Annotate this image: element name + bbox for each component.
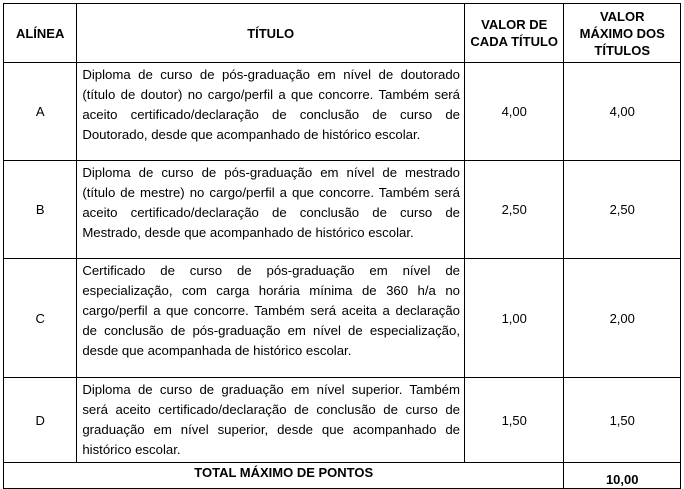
table-row (4, 161, 681, 259)
cell-titulo: Certificado de curso de pós-graduação em nível de especialização, com carga horária mínima de 360 h/a no cargo/perfil a que concorre. Também será aceita a declaração de conclusão de pós-graduação em nível de especialização, desde que acompanhada de histórico escolar. (77, 259, 465, 378)
cell-maximo: 1,50 (564, 378, 681, 463)
header-maximo (564, 4, 681, 63)
header-valor-line1: VALOR DE (481, 17, 548, 32)
cell-alinea: D (4, 378, 77, 463)
header-valor-line2: CADA TÍTULO (470, 34, 559, 49)
cell-maximo: 4,00 (564, 63, 681, 161)
table-row (4, 259, 681, 378)
table-row (4, 378, 681, 463)
cell-alinea: B (4, 161, 77, 259)
cell-valor: 1,50 (465, 378, 564, 463)
cell-maximo: 2,00 (564, 259, 681, 378)
header-titulo: TÍTULO (77, 4, 465, 63)
header-row (4, 4, 681, 63)
total-label: TOTAL MÁXIMO DE PONTOS (4, 463, 564, 489)
cell-maximo: 2,50 (564, 161, 681, 259)
header-valor (465, 4, 564, 63)
cell-titulo: Diploma de curso de graduação em nível superior. Também será aceito certificado/declaração de conclusão de curso de graduação em nível superior, desde que acompanhado de histórico escolar. (77, 378, 465, 463)
cell-alinea: A (4, 63, 77, 161)
total-value: 10,00 (564, 463, 681, 489)
header-maximo-line2: MÁXIMO DOS (579, 25, 665, 41)
table-row (4, 63, 681, 161)
header-maximo-line1: VALOR (599, 8, 645, 24)
cell-valor: 2,50 (465, 161, 564, 259)
cell-titulo: Diploma de curso de pós-graduação em nível de mestrado (título de mestre) no cargo/perfil a que concorre. Também será aceito certificado/declaração de conclusão de curso de Mestrado, desde que acompanhado de histórico escolar. (77, 161, 465, 259)
points-table (3, 3, 681, 489)
header-alinea: ALÍNEA (4, 4, 77, 63)
points-table-wrapper (3, 3, 681, 489)
header-maximo-line3: TÍTULOS (594, 42, 651, 58)
cell-alinea: C (4, 259, 77, 378)
cell-valor: 1,00 (465, 259, 564, 378)
cell-valor: 4,00 (465, 63, 564, 161)
cell-titulo: Diploma de curso de pós-graduação em nível de doutorado (título de doutor) no cargo/perfil a que concorre. Também será aceito certificado/declaração de conclusão de curso de Doutorado, desde que acompanhado de histórico escolar. (77, 63, 465, 161)
